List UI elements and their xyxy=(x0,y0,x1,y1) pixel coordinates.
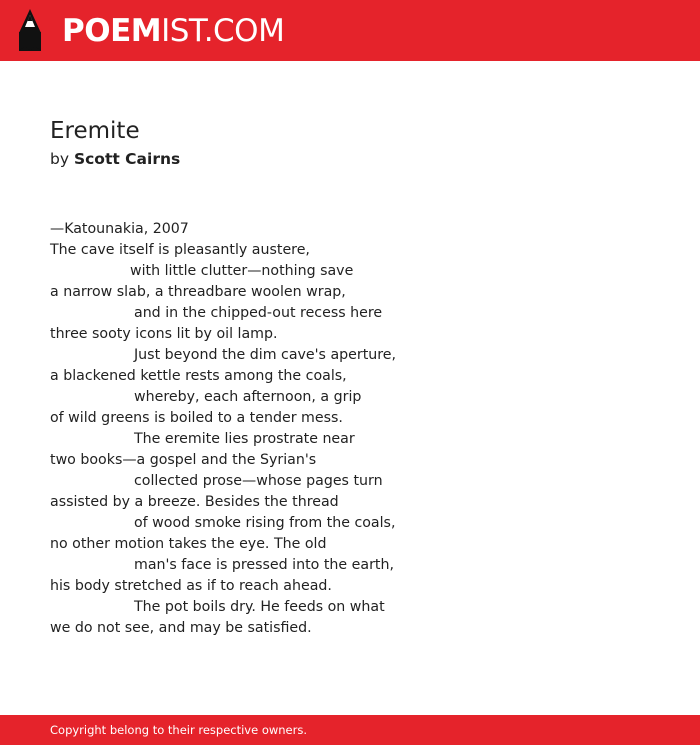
poem-line: two books—a gospel and the Syrian's xyxy=(50,452,317,468)
poem-line: of wood smoke rising from the coals, xyxy=(134,515,396,531)
poem-line: —Katounakia, 2007 xyxy=(50,221,189,237)
poem-line: whereby, each afternoon, a grip xyxy=(134,389,362,405)
poem-line: assisted by a breeze. Besides the thread xyxy=(50,494,339,510)
poem-line: a blackened kettle rests among the coals, xyxy=(50,368,347,384)
byline-prefix: by xyxy=(50,150,70,168)
poem-line: his body stretched as if to reach ahead. xyxy=(50,578,332,594)
poem-line: no other motion takes the eye. The old xyxy=(50,536,327,552)
site-logo[interactable] xyxy=(62,11,284,51)
poem-line: The cave itself is pleasantly austere, xyxy=(50,242,310,258)
poem-byline xyxy=(50,149,180,169)
poem-line: with little clutter—nothing save xyxy=(130,263,354,279)
poem-line: a narrow slab, a threadbare woolen wrap, xyxy=(50,284,346,300)
poem-line: and in the chipped-out recess here xyxy=(134,305,383,321)
site-footer xyxy=(0,715,700,745)
poem-line: of wild greens is boiled to a tender mess. xyxy=(50,410,343,426)
site-header xyxy=(0,0,700,61)
poem-line: collected prose—whose pages turn xyxy=(134,473,383,489)
author-name: Scott Cairns xyxy=(73,150,181,168)
logo-light-text: IST.COM xyxy=(161,13,285,49)
copyright-text: Copyright belong to their respective owners. xyxy=(50,723,308,737)
poem-line: Just beyond the dim cave's aperture, xyxy=(134,347,397,363)
poem-line: The pot boils dry. He feeds on what xyxy=(134,599,385,615)
poem-line: three sooty icons lit by oil lamp. xyxy=(50,326,278,342)
pencil-icon[interactable] xyxy=(17,9,43,51)
poem-body xyxy=(50,219,650,639)
poem-line: The eremite lies prostrate near xyxy=(134,431,355,447)
logo-bold-text: POEM xyxy=(62,13,162,49)
poem-title: Eremite xyxy=(50,118,140,144)
poem-line: we do not see, and may be satisfied. xyxy=(50,620,312,636)
poem-line: man's face is pressed into the earth, xyxy=(134,557,394,573)
